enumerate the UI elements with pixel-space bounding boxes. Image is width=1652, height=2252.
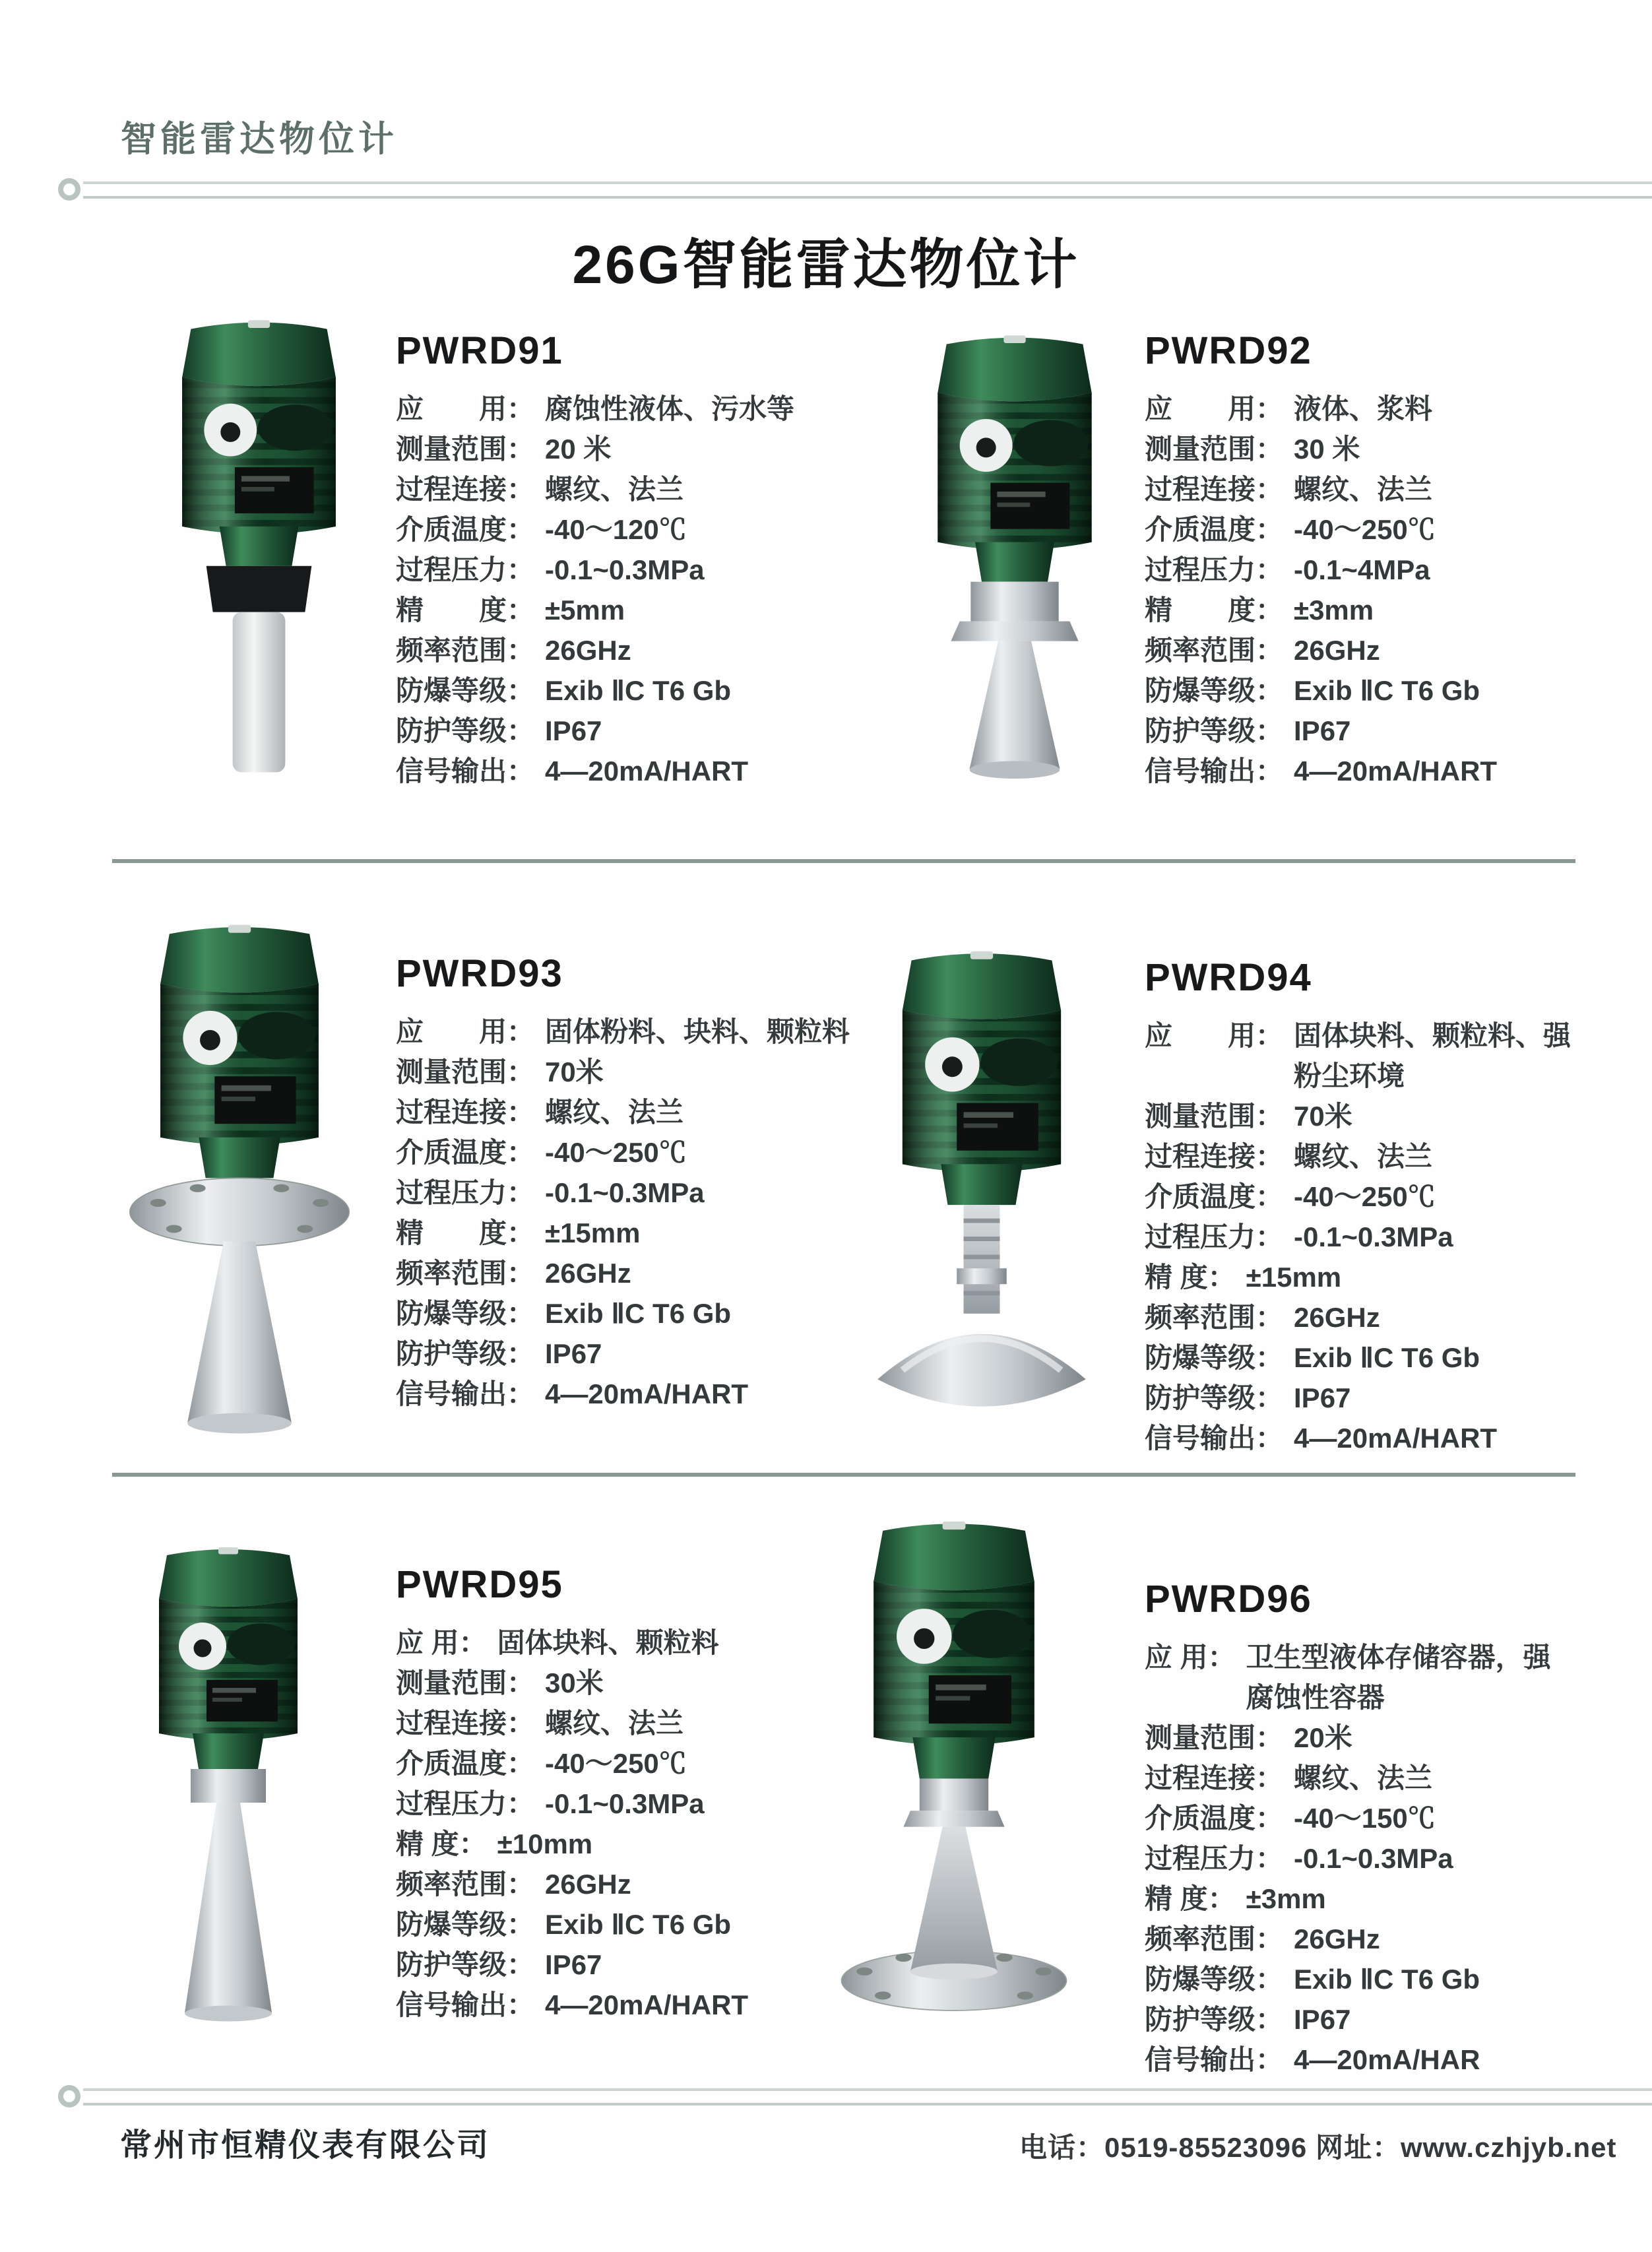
spec-label: 频率范围：: [1145, 635, 1284, 666]
spec-label: 防爆等级：: [1145, 675, 1284, 706]
spec-label: 精 度：: [1145, 1883, 1236, 1914]
spec-label: 测量范围：: [1145, 434, 1284, 465]
spec-row: [1145, 1217, 1639, 1257]
pwrd93-product-photo: [98, 916, 381, 1447]
spec-label: 防护等级：: [396, 1949, 535, 1980]
spec-row: [1145, 1378, 1639, 1418]
spec-value: -40～250℃: [1294, 514, 1436, 545]
spec-row: [1145, 1637, 1639, 1718]
spec-value: 4—20mA/HAR: [1294, 2044, 1480, 2075]
spec-value: -40～250℃: [545, 1748, 687, 1779]
spec-row: [1145, 1176, 1639, 1217]
footer-company-name: 常州市恒精仪表有限公司: [120, 2128, 491, 2163]
footer-contact-info: 电话：0519-85523096 网址：www.czhjyb.net: [1019, 2132, 1617, 2163]
spec-row: [1145, 469, 1639, 509]
spec-label: 过程连接：: [396, 1708, 535, 1739]
pwrd94-spec-block: [1145, 955, 1639, 1458]
spec-label: 防爆等级：: [1145, 1342, 1284, 1373]
spec-label: 测量范围：: [396, 1056, 535, 1087]
spec-value: 4—20mA/HART: [545, 1989, 749, 2020]
spec-row: [1145, 1257, 1639, 1297]
spec-label: 精 度：: [396, 1828, 487, 1859]
spec-row: [1145, 509, 1639, 550]
product-model: PWRD93: [396, 952, 563, 995]
spec-label: 防护等级：: [1145, 1382, 1284, 1413]
spec-label: 介质温度：: [396, 514, 535, 545]
spec-value: -0.1~0.3MPa: [545, 1177, 705, 1208]
spec-row: [1145, 1015, 1639, 1096]
spec-label: 精 度：: [1145, 1262, 1236, 1293]
spec-value: 20 米: [545, 434, 612, 465]
pwrd92-spec-block: [1145, 329, 1639, 791]
spec-label: 精 度：: [1145, 595, 1284, 626]
spec-value: -40～250℃: [1294, 1181, 1436, 1212]
spec-label: 频率范围：: [1145, 1302, 1284, 1333]
pwrd92-product-photo: [896, 327, 1133, 788]
spec-value: 固体粉料、块料、颗粒料: [545, 1016, 850, 1047]
spec-value: -0.1~0.3MPa: [545, 554, 705, 585]
spec-label: 应 用：: [1145, 1642, 1236, 1673]
spec-label: 应 用：: [1145, 1020, 1284, 1051]
spec-value: Exib ⅡC T6 Gb: [545, 1298, 732, 1329]
spec-label: 防护等级：: [1145, 2004, 1284, 2035]
spec-row: [1145, 630, 1639, 670]
spec-label: 过程连接：: [1145, 1141, 1284, 1172]
rule-ring-icon: [58, 2085, 80, 2107]
spec-value: 固体块料、颗粒料、强粉尘环境: [1294, 1020, 1572, 1091]
spec-label: 防爆等级：: [396, 1909, 535, 1940]
spec-value: 30米: [545, 1667, 604, 1698]
product-model: PWRD94: [1145, 956, 1312, 999]
spec-label: 测量范围：: [396, 434, 535, 465]
spec-label: 过程压力：: [396, 554, 535, 585]
spec-label: 应 用：: [396, 1016, 535, 1047]
spec-label: 测量范围：: [1145, 1101, 1284, 1132]
spec-row: [1145, 1136, 1639, 1176]
pwrd91-product-photo: [148, 311, 369, 783]
spec-label: 信号输出：: [396, 1378, 535, 1409]
spec-value: -0.1~0.3MPa: [545, 1788, 705, 1819]
spec-value: 26GHz: [545, 1869, 631, 1900]
spec-label: 应 用：: [1145, 393, 1284, 424]
spec-row: [1145, 590, 1639, 630]
spec-row: [1145, 2040, 1639, 2080]
spec-value: Exib ⅡC T6 Gb: [545, 675, 732, 706]
header-rule: [58, 177, 1652, 199]
section-divider: [112, 1473, 1575, 1477]
spec-row: [1145, 1919, 1639, 1959]
spec-value: 4—20mA/HART: [1294, 756, 1498, 787]
spec-label: 防护等级：: [396, 1338, 535, 1369]
spec-value: 卫生型液体存储容器，强腐蚀性容器: [1246, 1642, 1551, 1713]
spec-value: 26GHz: [1294, 1923, 1380, 1954]
spec-value: 26GHz: [1294, 1302, 1380, 1333]
spec-value: IP67: [545, 1338, 602, 1369]
spec-label: 介质温度：: [396, 1137, 535, 1168]
footer-rule: [58, 2084, 1652, 2106]
spec-value: 4—20mA/HART: [1294, 1423, 1498, 1454]
spec-label: 过程连接：: [396, 474, 535, 505]
spec-label: 信号输出：: [1145, 756, 1284, 787]
spec-value: ±5mm: [545, 595, 625, 626]
section-divider: [112, 859, 1575, 863]
spec-label: 精 度：: [396, 595, 535, 626]
spec-row: [1145, 550, 1639, 590]
spec-value: 固体块料、颗粒料: [497, 1627, 719, 1658]
spec-value: 26GHz: [545, 635, 631, 666]
spec-value: IP67: [1294, 715, 1351, 746]
spec-value: 26GHz: [545, 1258, 631, 1289]
spec-value: 螺纹、法兰: [1294, 1762, 1433, 1793]
spec-row: [1145, 1838, 1639, 1879]
spec-value: 液体、浆料: [1294, 393, 1433, 424]
page-header-title: 智能雷达物位计: [121, 119, 398, 159]
spec-label: 过程压力：: [1145, 1843, 1284, 1874]
spec-row: [1145, 1337, 1639, 1378]
spec-label: 过程压力：: [396, 1788, 535, 1819]
spec-value: 70米: [545, 1056, 604, 1087]
product-model: PWRD91: [396, 329, 563, 372]
spec-label: 信号输出：: [1145, 2044, 1284, 2075]
spec-value: -0.1~0.3MPa: [1294, 1221, 1453, 1252]
spec-value: 26GHz: [1294, 635, 1380, 666]
spec-value: 20米: [1294, 1722, 1352, 1753]
spec-label: 防爆等级：: [1145, 1964, 1284, 1995]
pwrd96-product-photo: [782, 1512, 1126, 2063]
spec-row: [1145, 1418, 1639, 1458]
spec-row: [1145, 1297, 1639, 1337]
spec-label: 介质温度：: [1145, 1181, 1284, 1212]
spec-value: Exib ⅡC T6 Gb: [1294, 1342, 1480, 1373]
spec-value: IP67: [545, 1949, 602, 1980]
spec-value: 70米: [1294, 1101, 1352, 1132]
spec-label: 介质温度：: [1145, 514, 1284, 545]
spec-row: [1145, 1758, 1639, 1798]
spec-value: 4—20mA/HART: [545, 1378, 749, 1409]
spec-value: 30 米: [1294, 434, 1360, 465]
product-model: PWRD96: [1145, 1578, 1312, 1621]
spec-label: 防爆等级：: [396, 1298, 535, 1329]
spec-row: [1145, 1959, 1639, 1999]
spec-value: ±3mm: [1294, 595, 1374, 626]
spec-value: 螺纹、法兰: [545, 1708, 684, 1739]
spec-value: Exib ⅡC T6 Gb: [545, 1909, 732, 1940]
spec-value: 螺纹、法兰: [545, 474, 684, 505]
pwrd95-product-photo: [129, 1510, 327, 2074]
pwrd94-product-photo: [827, 942, 1137, 1440]
product-model: PWRD92: [1145, 329, 1312, 372]
spec-value: 4—20mA/HART: [545, 756, 749, 787]
spec-row: [1145, 1096, 1639, 1136]
spec-label: 过程连接：: [1145, 1762, 1284, 1793]
spec-value: Exib ⅡC T6 Gb: [1294, 675, 1480, 706]
spec-value: 螺纹、法兰: [545, 1097, 684, 1128]
spec-value: 腐蚀性液体、污水等: [545, 393, 795, 424]
product-model: PWRD95: [396, 1563, 563, 1606]
spec-label: 防爆等级：: [396, 675, 535, 706]
spec-value: -40～150℃: [1294, 1803, 1436, 1834]
spec-value: IP67: [1294, 2004, 1351, 2035]
spec-value: 螺纹、法兰: [1294, 474, 1433, 505]
spec-label: 过程压力：: [396, 1177, 535, 1208]
spec-label: 信号输出：: [1145, 1423, 1284, 1454]
spec-value: IP67: [545, 715, 602, 746]
spec-label: 频率范围：: [396, 1258, 535, 1289]
spec-label: 过程连接：: [396, 1097, 535, 1128]
spec-label: 防护等级：: [1145, 715, 1284, 746]
spec-label: 信号输出：: [396, 1989, 535, 2020]
spec-label: 防护等级：: [396, 715, 535, 746]
spec-label: 应 用：: [396, 393, 535, 424]
spec-row: [1145, 1999, 1639, 2040]
spec-value: -40～120℃: [545, 514, 687, 545]
spec-row: [1145, 711, 1639, 751]
spec-label: 测量范围：: [1145, 1722, 1284, 1753]
spec-label: 介质温度：: [1145, 1803, 1284, 1834]
spec-value: 螺纹、法兰: [1294, 1141, 1433, 1172]
spec-row: [1145, 429, 1639, 469]
spec-row: [1145, 751, 1639, 791]
spec-value: -0.1~0.3MPa: [1294, 1843, 1453, 1874]
spec-label: 过程压力：: [1145, 1221, 1284, 1252]
spec-label: 过程压力：: [1145, 554, 1284, 585]
spec-value: ±15mm: [545, 1217, 641, 1248]
spec-value: ±3mm: [1246, 1883, 1326, 1914]
spec-label: 过程连接：: [1145, 474, 1284, 505]
spec-label: 精 度：: [396, 1217, 535, 1248]
spec-label: 测量范围：: [396, 1667, 535, 1698]
spec-value: IP67: [1294, 1382, 1351, 1413]
spec-row: [1145, 389, 1639, 429]
pwrd96-spec-block: [1145, 1577, 1639, 2080]
rule-lines: [83, 181, 1652, 199]
spec-label: 介质温度：: [396, 1748, 535, 1779]
spec-value: -0.1~4MPa: [1294, 554, 1430, 585]
rule-ring-icon: [58, 178, 80, 201]
spec-value: Exib ⅡC T6 Gb: [1294, 1964, 1480, 1995]
spec-value: -40～250℃: [545, 1137, 687, 1168]
page-title: 26G智能雷达物位计: [572, 235, 1080, 295]
rule-lines: [83, 2088, 1652, 2106]
spec-value: ±15mm: [1246, 1262, 1342, 1293]
spec-row: [1145, 1879, 1639, 1919]
spec-label: 信号输出：: [396, 756, 535, 787]
spec-row: [1145, 1798, 1639, 1838]
spec-row: [1145, 670, 1639, 711]
spec-label: 频率范围：: [396, 635, 535, 666]
spec-label: 频率范围：: [1145, 1923, 1284, 1954]
spec-label: 频率范围：: [396, 1869, 535, 1900]
spec-label: 应 用：: [396, 1627, 487, 1658]
spec-row: [1145, 1718, 1639, 1758]
spec-value: ±10mm: [497, 1828, 593, 1859]
